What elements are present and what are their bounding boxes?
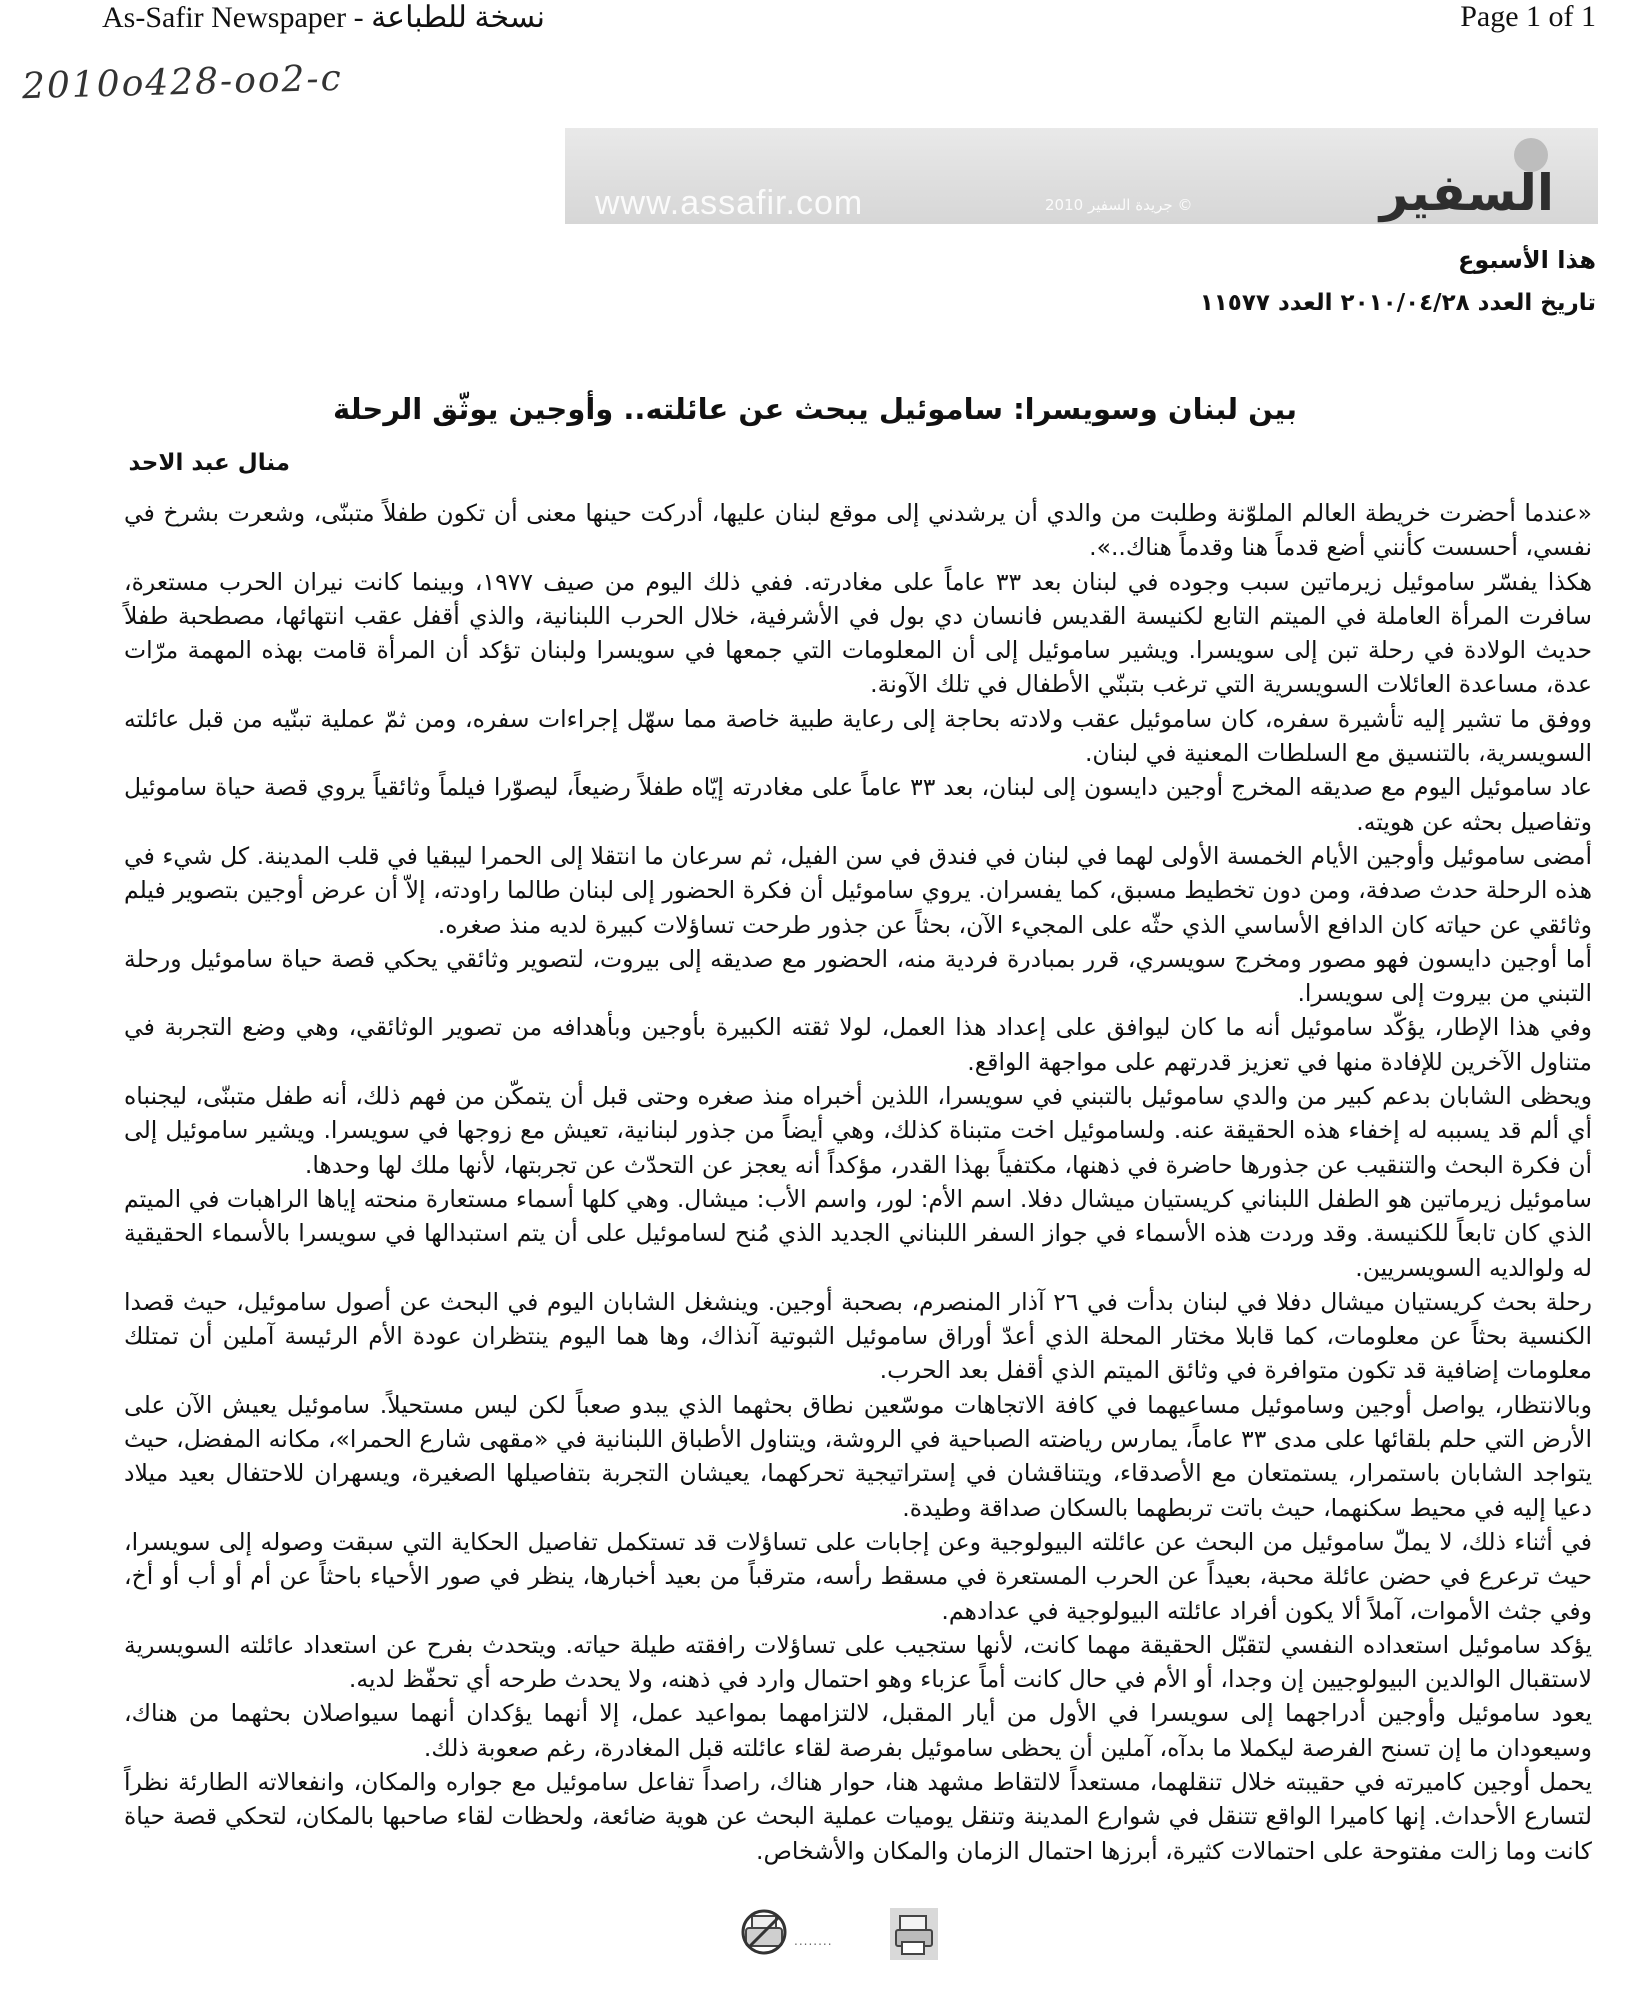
print-header <box>0 0 1630 40</box>
article-paragraph: عاد ساموئيل اليوم مع صديقه المخرج أوجين دايسون إلى لبنان، بعد ٣٣ عاماً على مغادرته إيّاه طفلاً رضيعاً، ليصوّرا فيلماً وثائقياً يروي قصة حياة ساموئيل وتفاصيل بحثه عن هويته. <box>124 773 1592 836</box>
article-paragraph: وفي هذا الإطار، يؤكّد ساموئيل أنه ما كان ليوافق على إعداد هذا العمل، لولا ثقته الكبيرة بأوجين وبأهدافه من تصوير الوثائقي، وهي وضع التجربة في متناول الآخرين للإفادة منها في تعزيز قدرتهم على مواجهة الواقع. <box>124 1013 1592 1076</box>
article-paragraph: وبالانتظار، يواصل أوجين وساموئيل مساعيهما في كافة الاتجاهات موسّعين نطاق بحثهما الذي يبدو صعباً لكن ليس مستحيلاً. ساموئيل يعيش الآن على الأرض التي حلم بلقائها على مدى ٣٣ عاماً، يمارس رياضته الصباحية في الروشة، ويتناول الأطباق اللبنانية في «مقهى شارع الحمرا»، مكانه المفضل، حيث يتواجد الشابان باستمرار، يستمتعان مع الأصدقاء، ويتناقشان في إستراتيجية تحركهما، يعيشان التجربة بتفاصيلها الصغيرة، ويسهران للاحتفال بعيد ميلاد دعيا إليه في محيط سكنهما، حيث باتت تربطهما بالسكان صداقة وطيدة. <box>124 1390 1592 1522</box>
article-paragraph: ساموئيل زيرماتين هو الطفل اللبناني كريستيان ميشال دفلا. اسم الأم: لور، واسم الأب: ميشال. وهي كلها أسماء مستعارة منحته إياها الراهبات في الميتم الذي كان تابعاً للكنيسة. وقد وردت هذه الأسماء في جواز السفر اللبناني الجديد الذي مُنح لساموئيل على أن يتم استبدالها في سويسرا بالأسماء الحقيقية له ولوالديه السويسريين. <box>124 1184 1592 1282</box>
printer-icon[interactable] <box>888 1906 940 1966</box>
page-number: Page 1 of 1 <box>1460 0 1596 33</box>
print-header-title: As-Safir Newspaper - نسخة للطباعة <box>102 1 545 34</box>
article-paragraph: يعود ساموئيل وأوجين أدراجهما إلى سويسرا في الأول من أيار المقبل، لالتزامهما بمواعيد عمل، إلا أنهما يؤكدان أنهما سيواصلان بحثهما من هناك، وسيعودان ما إن تسنح الفرصة ليكملا ما بدآه، آملين أن يحظى ساموئيل بفرصة لقاء عائلته قبل المغادرة، رغم صعوبة ذلك. <box>124 1699 1592 1762</box>
article-paragraph: رحلة بحث كريستيان ميشال دفلا في لبنان بدأت في ٢٦ آذار المنصرم، بصحبة أوجين. وينشغل الشابان اليوم في البحث عن أصول ساموئيل، حيث قصدا الكنسية بحثاً عن معلومات، كما قابلا مختار المحلة الذي أعدّ أوراق ساموئيل الثبوتية آنذاك، وها هما اليوم ينتظران عودة الأم الرئيسة آملين أن تمتلك معلومات إضافية قد تكون متوافرة في وثائق الميتم الذي أقفل بعد الحرب. <box>124 1287 1592 1385</box>
article-title: بين لبنان وسويسرا: ساموئيل يبحث عن عائلته.. وأوجين يوثّق الرحلة <box>333 392 1297 426</box>
footer-dots: ........ <box>794 1934 833 1948</box>
footer-icons <box>738 1906 958 1968</box>
article-paragraph: أمضى ساموئيل وأوجين الأيام الخمسة الأولى لهما في لبنان في فندق في سن الفيل، ثم سرعان ما انتقلا إلى الحمرا ليبقيا في قلب المدينة. كل شيء في هذه الرحلة حدث صدفة، ومن دون تخطيط مسبق، كما يفسران. يروي ساموئيل أن فكرة الحضور إلى لبنان طالما راودته، إلاّ أن عرض أوجين بتصوير فيلم وثائقي عن حياته كان الدافع الأساسي الذي حثّه على المجيء الآن، بحثاً عن جذور طرحت تساؤلات كبيرة لديه منذ صغره. <box>124 841 1592 939</box>
no-print-icon[interactable] <box>738 1906 790 1962</box>
article-author: منال عبد الاحد <box>128 450 290 476</box>
article-paragraph: ويحظى الشابان بدعم كبير من والدي ساموئيل بالتبني في سويسرا، اللذين أخبراه منذ صغره وحتى قبل أن يتمكّن من فهم ذلك، أنه طفل متبنّى، ليجنباه أي ألم قد يسببه له إخفاء هذه الحقيقة عنه. ولساموئيل اخت متبناة كذلك، وهي أيضاً من جذور لبنانية، تعيش مع زوجها في سويسرا. ويشير ساموئيل إلى أن فكرة البحث والتنقيب عن جذورها حاضرة في ذهنها، مكتفياً بهذا القدر، مؤكداً أنه يعجز عن التحدّث عن تجربتها، لأنها ملك لها وحدها. <box>124 1082 1592 1179</box>
article-paragraph: يؤكد ساموئيل استعداده النفسي لتقبّل الحقيقة مهما كانت، لأنها ستجيب على تساؤلات رافقته طيلة حياته. ويتحدث بفرح عن استعداد عائلته السويسرية لاستقبال الوالدين البيولوجيين إن وجدا، أو الأم في حال كانت أماً عزباء وهو احتمال وارد في ذهنه، ولا يحدث طرحه أي تحفّظ لديه. <box>124 1630 1592 1694</box>
article-paragraph: يحمل أوجين كاميرته في حقيبته خلال تنقلهما، مستعداً لالتقاط مشهد هنا، حوار هناك، راصداً تفاعل ساموئيل مع جواره والمكان، وانفعالاته الطارئة نظراً لتسارع الأحداث. إنها كاميرا الواقع تتنقل في شوارع المدينة وتنقل يوميات عملية البحث عن هوية ضائعة، ولحظات لقاء صاحبها بالمكان، لتحكي قصة حياة كانت وما زالت مفتوحة على احتمالات كثيرة، أبرزها احتمال الزمان والمكان والأشخاص. <box>124 1767 1592 1865</box>
masthead-copyright: جريدة السفير 2010 © <box>1045 196 1193 214</box>
issue-info: تاريخ العدد ٢٠١٠/٠٤/٢٨ العدد ١١٥٧٧ <box>1199 290 1596 316</box>
article-body <box>124 496 1592 1868</box>
article-paragraph: هكذا يفسّر ساموئيل زيرماتين سبب وجوده في لبنان بعد ٣٣ عاماً على مغادرته. ففي ذلك اليوم من صيف ١٩٧٧، وبينما كانت نيران الحرب مستعرة، سافرت المرأة العاملة في الميتم التابع لكنيسة القديس فانسان دي بول في الأشرفية، خلال الحرب اللبنانية، والذي أقفل عقب انتهائها، مصطحبة طفلاً حديث الولادة في رحلة تبن إلى سويسرا. ويشير ساموئيل إلى أن المعلومات التي جمعها في سويسرا ولبنان تؤكد أن المرأة قامت بهذه المهمة مرّات عدة، مساعدة العائلات السويسرية التي ترغب بتبنّي الأطفال في تلك الآونة. <box>124 567 1592 699</box>
handwritten-archive-code: 2010o428-oo2-c <box>21 57 344 108</box>
article-paragraph: «عندما أحضرت خريطة العالم الملوّنة وطلبت من والدي أن يرشدني إلى موقع لبنان عليها، أدركت حينها معنى أن تكون طفلاً متبنّى، وشعرت بشرخ في نفسي، أحسست كأنني أضع قدماً هنا وقدماً هناك..». <box>124 499 1592 562</box>
section-name: هذا الأسبوع <box>1457 246 1596 274</box>
newspaper-logo: السفير <box>1379 164 1554 222</box>
article-paragraph: ووفق ما تشير إليه تأشيرة سفره، كان ساموئيل عقب ولادته بحاجة إلى رعاية طبية خاصة مما سهّل إجراءات سفره، ومن ثمّ عملية تبنّيه من قبل عائلته السويسرية، بالتنسيق مع السلطات المعنية في لبنان. <box>124 704 1592 768</box>
masthead-banner <box>565 128 1598 224</box>
article-paragraph: في أثناء ذلك، لا يملّ ساموئيل من البحث عن عائلته البيولوجية وعن إجابات على تساؤلات قد تستكمل تفاصيل الحكاية التي سبقت وصوله إلى سويسرا، حيث ترعرع في حضن عائلة محبة، بعيداً عن الحرب المستعرة في مسقط رأسه، مترقباً من بعيد أخبارها، ينظر في صور الأحياء باحثاً عن أم أو أب أو أخ، وفي جثث الأموات، آملاً ألا يكون أفراد عائلته البيولوجية في عدادهم. <box>124 1527 1592 1625</box>
article-paragraph: أما أوجين دايسون فهو مصور ومخرج سويسري، قرر بمبادرة فردية منه، الحضور مع صديقه إلى بيروت، لتصوير وثائقي يحكي قصة حياة ساموئيل ورحلة التبني من بيروت إلى سويسرا. <box>124 944 1592 1008</box>
masthead-url: www.assafir.com <box>595 184 864 222</box>
